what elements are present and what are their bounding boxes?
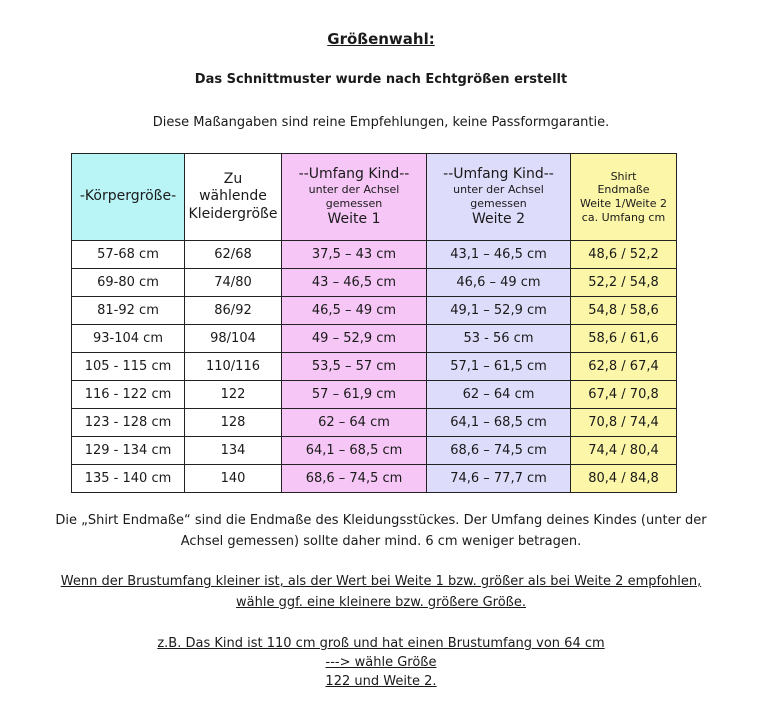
cell-shirt-measures: 54,8 / 58,6	[571, 297, 677, 325]
header-width-2-line1: --Umfang Kind--	[443, 165, 554, 182]
cell-clothing-size: 110/116	[185, 353, 282, 381]
cell-width-1: 64,1 – 68,5 cm	[282, 437, 427, 465]
explanation-line-1: Die „Shirt Endmaße“ sind die Endmaße des Kleidungsstückes. Der Umfang deines Kindes (unter der	[55, 513, 707, 528]
cell-width-2: 57,1 – 61,5 cm	[427, 353, 571, 381]
cell-width-2: 62 – 64 cm	[427, 381, 571, 409]
explanation-line-2: Achsel gemessen) sollte daher mind. 6 cm weniger betragen.	[180, 534, 582, 549]
cell-clothing-size: 86/92	[185, 297, 282, 325]
cell-width-1: 62 – 64 cm	[282, 409, 427, 437]
recommendation-text	[0, 571, 762, 613]
recommendation-line-2: wähle ggf. eine kleinere bzw. größere Größe.	[236, 595, 526, 610]
header-shirt-line4: ca. Umfang cm	[581, 210, 666, 224]
header-clothing-size	[185, 154, 282, 241]
table-row	[72, 241, 677, 269]
table-row	[72, 269, 677, 297]
header-shirt-line2: Endmaße	[597, 183, 650, 197]
size-table	[71, 153, 677, 493]
cell-body-height: 135 - 140 cm	[72, 465, 185, 493]
cell-width-1: 57 – 61,9 cm	[282, 381, 427, 409]
page-title: Größenwahl:	[327, 30, 435, 48]
cell-width-2: 64,1 – 68,5 cm	[427, 409, 571, 437]
cell-shirt-measures: 80,4 / 84,8	[571, 465, 677, 493]
cell-clothing-size: 74/80	[185, 269, 282, 297]
cell-shirt-measures: 48,6 / 52,2	[571, 241, 677, 269]
header-width-1-line3: gemessen	[325, 197, 383, 210]
recommendation-line-1: Wenn der Brustumfang kleiner ist, als der Wert bei Weite 1 bzw. größer als bei Weite 2 empfohlen,	[60, 574, 702, 589]
cell-body-height: 93-104 cm	[72, 325, 185, 353]
header-shirt-measures	[571, 154, 677, 241]
explanation-text	[0, 510, 762, 552]
cell-width-1: 43 – 46,5 cm	[282, 269, 427, 297]
cell-shirt-measures: 74,4 / 80,4	[571, 437, 677, 465]
cell-width-1: 49 – 52,9 cm	[282, 325, 427, 353]
cell-width-1: 53,5 – 57 cm	[282, 353, 427, 381]
table-row	[72, 465, 677, 493]
header-shirt-line3: Weite 1/Weite 2	[580, 197, 667, 210]
table-row	[72, 297, 677, 325]
cell-width-2: 43,1 – 46,5 cm	[427, 241, 571, 269]
cell-width-1: 46,5 – 49 cm	[282, 297, 427, 325]
header-width-1-line4: Weite 1	[327, 210, 381, 227]
cell-clothing-size: 62/68	[185, 241, 282, 269]
cell-body-height: 69-80 cm	[72, 269, 185, 297]
cell-width-2: 49,1 – 52,9 cm	[427, 297, 571, 325]
cell-clothing-size: 134	[185, 437, 282, 465]
header-clothing-size-line2: wählende	[199, 188, 267, 205]
example-text	[0, 634, 762, 691]
header-width-2-line2: unter der Achsel	[453, 183, 544, 197]
table-row	[72, 437, 677, 465]
cell-shirt-measures: 52,2 / 54,8	[571, 269, 677, 297]
cell-body-height: 81-92 cm	[72, 297, 185, 325]
cell-shirt-measures: 58,6 / 61,6	[571, 325, 677, 353]
cell-shirt-measures: 62,8 / 67,4	[571, 353, 677, 381]
header-width-1	[282, 154, 427, 241]
cell-width-1: 37,5 – 43 cm	[282, 241, 427, 269]
header-shirt-line1: Shirt	[610, 169, 637, 183]
cell-width-1: 68,6 – 74,5 cm	[282, 465, 427, 493]
cell-shirt-measures: 67,4 / 70,8	[571, 381, 677, 409]
header-width-2-line3: gemessen	[470, 197, 527, 210]
table-row	[72, 325, 677, 353]
header-clothing-size-line1: Zu	[223, 170, 243, 187]
cell-shirt-measures: 70,8 / 74,4	[571, 409, 677, 437]
cell-width-2: 53 - 56 cm	[427, 325, 571, 353]
example-line-2: ---> wähle Größe	[325, 655, 437, 670]
cell-body-height: 116 - 122 cm	[72, 381, 185, 409]
cell-width-2: 68,6 – 74,5 cm	[427, 437, 571, 465]
header-body-height-label: -Körpergröße-	[79, 188, 177, 205]
cell-width-2: 74,6 – 77,7 cm	[427, 465, 571, 493]
disclaimer-note: Diese Maßangaben sind reine Empfehlungen, keine Passformgarantie.	[152, 115, 610, 130]
table-row	[72, 409, 677, 437]
cell-clothing-size: 128	[185, 409, 282, 437]
cell-body-height: 123 - 128 cm	[72, 409, 185, 437]
table-header-row	[72, 154, 677, 241]
header-width-2	[427, 154, 571, 241]
cell-body-height: 105 - 115 cm	[72, 353, 185, 381]
cell-clothing-size: 122	[185, 381, 282, 409]
cell-body-height: 57-68 cm	[72, 241, 185, 269]
cell-body-height: 129 - 134 cm	[72, 437, 185, 465]
subtitle: Das Schnittmuster wurde nach Echtgrößen erstellt	[194, 72, 568, 87]
table-row	[72, 381, 677, 409]
cell-clothing-size: 98/104	[185, 325, 282, 353]
example-line-1: z.B. Das Kind ist 110 cm groß und hat einen Brustumfang von 64 cm	[157, 636, 605, 651]
header-width-2-line4: Weite 2	[472, 210, 525, 227]
header-clothing-size-line3: Kleidergröße	[188, 205, 278, 222]
header-width-1-line1: --Umfang Kind--	[298, 165, 410, 182]
cell-clothing-size: 140	[185, 465, 282, 493]
header-body-height	[72, 154, 185, 241]
header-width-1-line2: unter der Achsel	[308, 183, 400, 197]
cell-width-2: 46,6 – 49 cm	[427, 269, 571, 297]
table-row	[72, 353, 677, 381]
example-line-3: 122 und Weite 2.	[325, 674, 437, 689]
